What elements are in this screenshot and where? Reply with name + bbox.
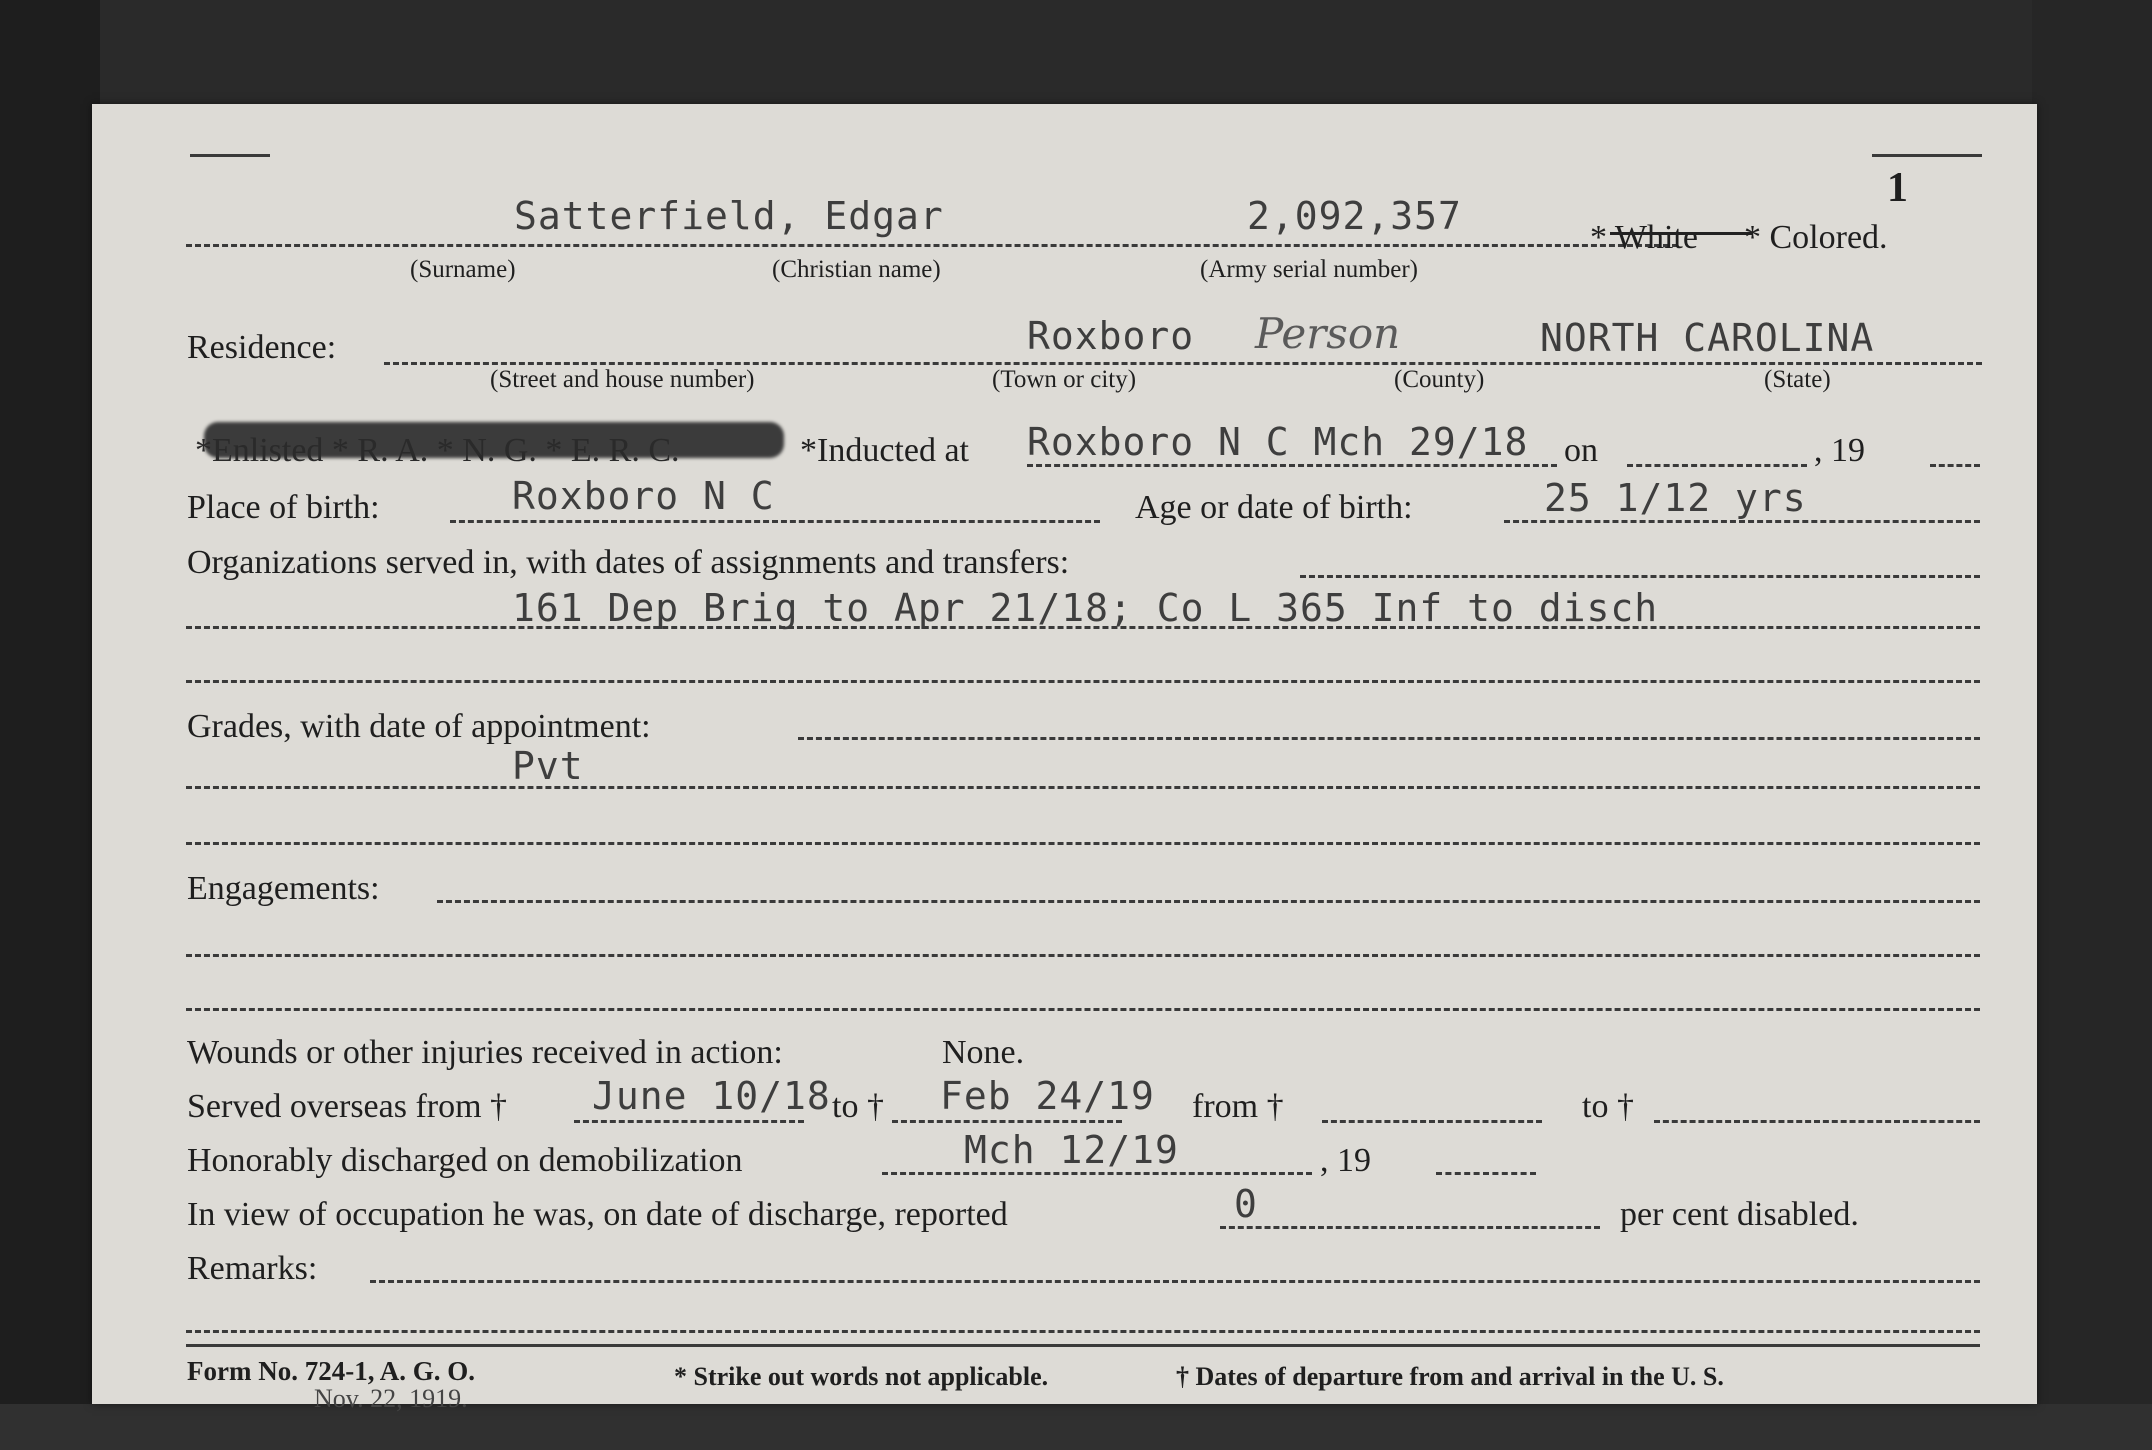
- residence-county-value: Person: [1255, 309, 1401, 358]
- overseas-from-value: June 10/18: [592, 1074, 831, 1118]
- grades-line-3: [186, 842, 1980, 845]
- footnote-strike: * Strike out words not applicable.: [674, 1362, 1049, 1391]
- card-number: 1: [1887, 165, 1908, 211]
- engagements-label: Engagements:: [187, 870, 380, 907]
- race-white: * White: [1590, 219, 1698, 256]
- discharged-line: [882, 1172, 1312, 1175]
- inducted-value: Roxboro N C Mch 29/18: [1027, 420, 1529, 464]
- discharged-year: , 19: [1320, 1142, 1371, 1179]
- residence-line: [384, 362, 1982, 365]
- county-caption: (County): [1394, 366, 1485, 393]
- discharged-label: Honorably discharged on demobilization: [187, 1142, 743, 1179]
- wounds-value: None.: [942, 1034, 1025, 1071]
- residence-label: Residence:: [187, 329, 337, 366]
- overseas-to2-label: to †: [1582, 1088, 1634, 1125]
- grades-value: Pvt: [512, 744, 584, 788]
- organizations-line-3: [186, 680, 1980, 683]
- background-right: [2032, 0, 2152, 1450]
- top-right-rule: [1872, 154, 1982, 157]
- overseas-to-value: Feb 24/19: [940, 1074, 1155, 1118]
- remarks-line-3: [186, 1344, 1980, 1347]
- engagements-line-1: [437, 900, 1980, 903]
- overseas-to-line: [892, 1120, 1122, 1123]
- remarks-label: Remarks:: [187, 1250, 318, 1287]
- inducted-line: [1027, 464, 1557, 467]
- discharged-value: Mch 12/19: [964, 1128, 1179, 1172]
- organizations-line-2: [186, 626, 1980, 629]
- organizations-label: Organizations served in, with dates of assignments and transfers:: [187, 544, 1070, 581]
- discharged-year-line: [1436, 1172, 1536, 1175]
- grades-line-2: [186, 786, 1980, 789]
- town-caption: (Town or city): [992, 366, 1137, 393]
- age-value: 25 1/12 yrs: [1544, 476, 1807, 520]
- wounds-label: Wounds or other injuries received in action:: [187, 1034, 783, 1071]
- occupation-suffix: per cent disabled.: [1620, 1196, 1859, 1233]
- grades-label: Grades, with date of appointment:: [187, 708, 651, 745]
- engagements-line-3: [186, 1008, 1980, 1011]
- race-white-strikeout: [1610, 232, 1752, 235]
- overseas-from-line: [574, 1120, 804, 1123]
- age-label: Age or date of birth:: [1135, 489, 1413, 526]
- state-caption: (State): [1764, 366, 1831, 393]
- organizations-line-1: [1300, 575, 1980, 578]
- birth-place-value: Roxboro N C: [512, 474, 775, 518]
- remarks-line-1: [370, 1280, 1980, 1283]
- serial-number-value: 2,092,357: [1247, 194, 1462, 238]
- occupation-label: In view of occupation he was, on date of discharge, reported: [187, 1196, 1008, 1233]
- occupation-value: 0: [1234, 1182, 1258, 1226]
- overseas-label: Served overseas from †: [187, 1088, 508, 1125]
- race-colored: * Colored.: [1744, 219, 1888, 256]
- background-left: [0, 0, 100, 1450]
- overseas-to2-line: [1654, 1120, 1980, 1123]
- footnote-dates: † Dates of departure from and arrival in the U. S.: [1176, 1362, 1724, 1391]
- surname-given-value: Satterfield, Edgar: [514, 194, 944, 238]
- occupation-line: [1220, 1226, 1600, 1229]
- on-line: [1627, 464, 1807, 467]
- birth-place-line: [450, 520, 1100, 523]
- enlisted-options: *Enlisted * R. A. * N. G. * E. R. C.: [195, 432, 680, 469]
- on-label: on: [1564, 432, 1598, 469]
- inducted-year-line: [1930, 464, 1980, 467]
- name-line: [186, 244, 1678, 247]
- remarks-line-2: [186, 1330, 1980, 1333]
- street-caption: (Street and house number): [490, 366, 755, 393]
- inducted-label: *Inducted at: [800, 432, 969, 469]
- age-line: [1504, 520, 1980, 523]
- organizations-value: 161 Dep Brig to Apr 21/18; Co L 365 Inf to disch: [512, 586, 1659, 630]
- grades-line-1: [798, 737, 1980, 740]
- overseas-from2-line: [1322, 1120, 1542, 1123]
- surname-caption: (Surname): [410, 256, 516, 283]
- form-date: Nov. 22, 1919.: [314, 1384, 468, 1413]
- residence-state-value: NORTH CAROLINA: [1540, 316, 1875, 360]
- christian-name-caption: (Christian name): [772, 256, 941, 283]
- birth-place-label: Place of birth:: [187, 489, 380, 526]
- top-left-rule: [190, 154, 270, 157]
- inducted-year: , 19: [1814, 432, 1865, 469]
- serial-caption: (Army serial number): [1200, 256, 1418, 283]
- overseas-from2-label: from †: [1192, 1088, 1284, 1125]
- residence-town-value: Roxboro: [1027, 314, 1195, 358]
- form-number: Form No. 724-1, A. G. O.: [187, 1356, 475, 1386]
- overseas-to-label: to †: [832, 1088, 884, 1125]
- engagements-line-2: [186, 954, 1980, 957]
- service-record-card: [92, 104, 2037, 1413]
